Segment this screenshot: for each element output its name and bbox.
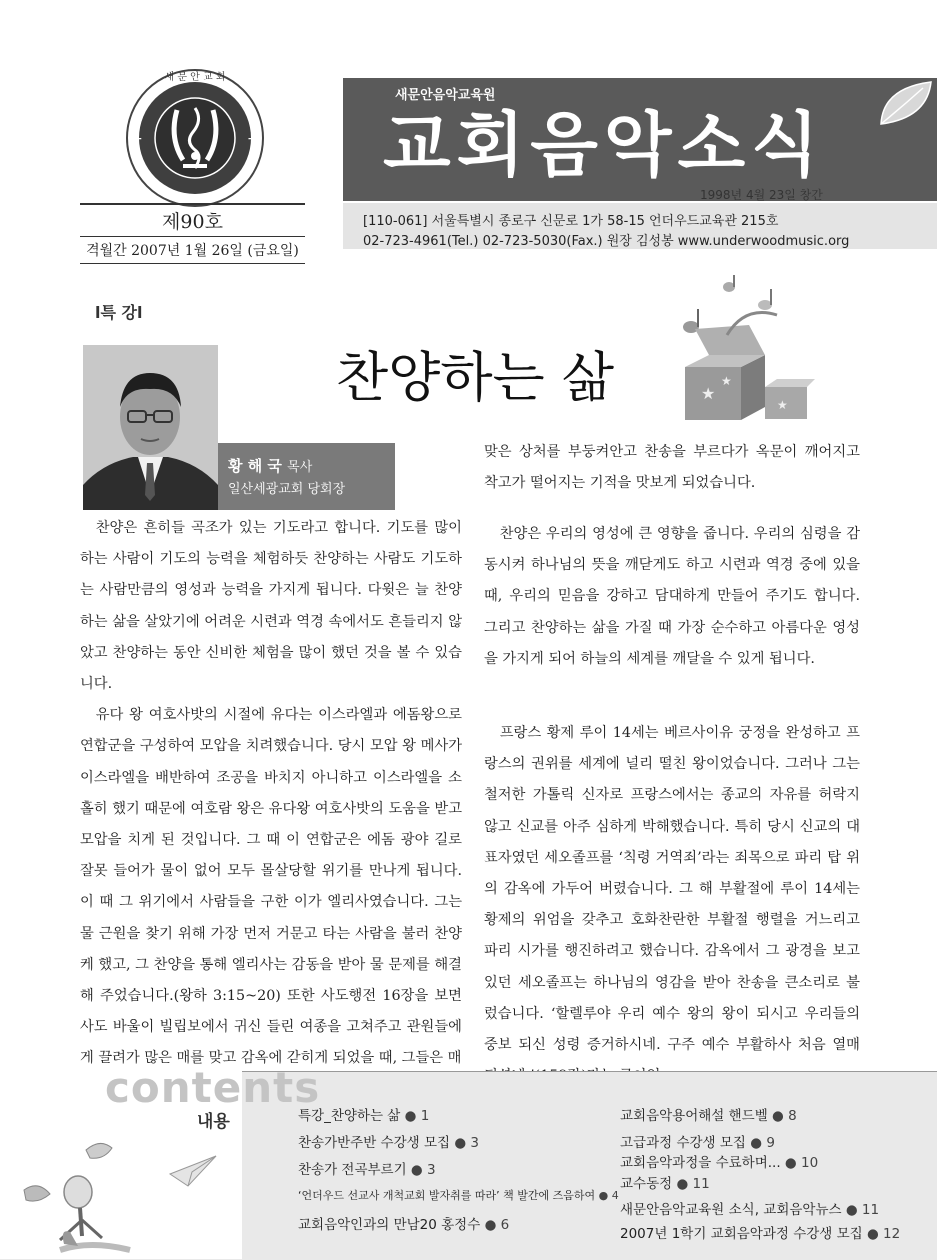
toc-item[interactable]: [620, 1131, 775, 1151]
article-right-continuation: [484, 437, 860, 499]
toc-page: ● 3: [410, 1162, 436, 1178]
toc-page: ● 6: [484, 1217, 510, 1233]
toc-page: ● 11: [845, 1202, 880, 1218]
toc-item[interactable]: [298, 1104, 429, 1124]
section-label: l특 강l: [95, 303, 143, 322]
speaker-box: [218, 443, 395, 510]
toc-page: ● 10: [784, 1155, 819, 1171]
mascot-icon: [20, 1120, 220, 1255]
leaf-icon: [873, 78, 937, 130]
toc-title: 교회음악인과의 만남20 홍정수: [298, 1217, 481, 1233]
article-left-column: [80, 513, 462, 1075]
toc-item[interactable]: [298, 1213, 509, 1233]
toc-title: 새문안음악교육원 소식, 교회음악뉴스: [620, 1202, 842, 1218]
toc-item[interactable]: [620, 1151, 818, 1171]
toc-title: 찬송가반주반 수강생 모집: [298, 1135, 451, 1151]
issue-box: [80, 203, 305, 264]
article-title: 찬양하는 삶: [336, 346, 614, 409]
speaker-photo: [83, 345, 218, 510]
toc-page: ● 1: [404, 1108, 430, 1124]
founded-date: 1998년 4월 23일 창간: [700, 188, 823, 202]
paragraph: 맞은 상처를 부둥켜안고 찬송을 부르다가 옥문이 깨어지고 착고가 떨어지는 기적을 맛보게 되었습니다.: [484, 444, 860, 492]
toc-item[interactable]: [620, 1172, 710, 1192]
toc-page: ● 4: [598, 1189, 619, 1202]
contents-heading: contents: [105, 1063, 321, 1112]
svg-text:+: +: [247, 131, 259, 147]
toc-item[interactable]: [620, 1222, 900, 1242]
person-photo-icon: [83, 345, 218, 510]
article-right-column: [484, 519, 860, 675]
toc-title: ‘언더우드 선교사 개척교회 발자취를 따라’ 책 발간에 즈음하여: [298, 1189, 596, 1202]
toc-title: 교수동정: [620, 1176, 673, 1192]
music-gift-box-icon: [665, 275, 815, 420]
address: [110-061] 서울특별시 종로구 신문로 1가 58-15 언더우드교육관 215호: [363, 214, 779, 229]
toc-item[interactable]: [298, 1158, 436, 1178]
org-name: 새문안음악교육원: [395, 88, 496, 103]
toc-page: ● 12: [866, 1226, 901, 1242]
article-right-column-2: [484, 718, 860, 1092]
speaker-name: 황 해 국: [228, 457, 282, 475]
contents-heading-ko: 내용: [197, 1112, 230, 1132]
toc-page: ● 8: [772, 1108, 797, 1124]
toc-page: ● 9: [750, 1135, 775, 1151]
masthead: [343, 78, 937, 201]
speaker-title: 목사: [287, 460, 313, 475]
toc-title: 2007년 1학기 교회음악과정 수강생 모집: [620, 1226, 863, 1242]
newsletter-title: 교회음악소식: [383, 104, 825, 186]
svg-text:★: ★: [721, 374, 732, 388]
toc-title: 고급과정 수강생 모집: [620, 1135, 746, 1151]
toc-page: ● 11: [676, 1176, 710, 1192]
svg-text:+: +: [131, 131, 143, 147]
paragraph: 찬양은 우리의 영성에 큰 영향을 줍니다. 우리의 심령을 감동시켜 하나님의 뜻을 깨닫게도 하고 시련과 역경 중에 있을 때, 우리의 믿음을 강하고 담대하게 만들어 주기도 합니다. 그리고 찬양하는 삶을 가질 때 가장 순수하고 아름다운 영성을 가지게 되어 하늘의 세계를 깨달을 수 있게 됩니다.: [484, 526, 860, 667]
paragraph: 프랑스 황제 루이 14세는 베르사이유 궁정을 완성하고 프랑스의 권위를 세계에 널리 떨친 왕이었습니다. 그러나 그는 철저한 가톨릭 신자로 프랑스에서는 종교의 자유를 허락지 않고 신교를 아주 심하게 박해했습니다. 특히 당시 신교의 대표자였던 세오졸프를 ‘칙령 거역죄’라는 죄목으로 파리 탑 위의 감옥에 가두어 버렸습니다. 그 해 부활절에 루이 14세는 황제의 위엄을 갖추고 호화찬란한 부활절 행렬을 거느리고 파리 시가를 행진하려고 했습니다. 감옥에서 그 광경을 보고 있던 세오졸프는 하나님의 영감을 받아 찬송을 큰소리로 불렀습니다. ‘할렐루야 우리 예수 왕의 왕이 되시고 우리들의 중보 되신 성령 증거하시네. 구주 예수 부활하사 처음 열매: [484, 725, 860, 1054]
toc-title: 특강_찬양하는 삶: [298, 1108, 401, 1124]
logo-text: 새 문 안 교 회: [164, 72, 226, 83]
issue-number: 제90호: [80, 203, 305, 237]
speaker-church: 일산세광교회 당회장: [228, 482, 346, 497]
toc-title: 교회음악용어해설 핸드벨: [620, 1108, 768, 1124]
toc-item[interactable]: [620, 1198, 879, 1218]
svg-text:★: ★: [777, 398, 788, 412]
paragraph: 찬양은 흔히들 곡조가 있는 기도라고 합니다. 기도를 많이 하는 사람이 기도의 능력을 체험하듯 찬양하는 사람도 기도하는 사람만큼의 영성과 능력을 가지게 됩니다. 다윗은 늘 찬양하는 삶을 살았기에 어려운 시련과 역경 속에서도 흔들리지 않았고 찬양하는 동안 신비한 체험을 많이 했던 것을 볼 수 있습니다.: [80, 520, 462, 693]
issue-date: 격월간 2007년 1월 26일 (금요일): [80, 237, 305, 264]
church-logo-icon: [125, 68, 265, 208]
toc-item[interactable]: [620, 1104, 797, 1124]
paragraph: 유다 왕 여호사밧의 시절에 유다는 이스라엘과 에돔왕으로 연합군을 구성하여 모압을 치려했습니다. 당시 모압 왕 메사가 이스라엘을 배반하여 조공을 바치지 아니하고 이스라엘을 소홀히 했기 때문에 여호람 왕은 유다왕 여호사밧의 도움을 받고 모압을 치게 된 것입니다. 그 때 이 연합군은 에돔 광야 길로 잘못 들어가 물이 없어 모두 몰살당할 위기를 만나게 됩니다. 이 때 그 위기에서 사람들을 구한 이가 엘리사였습니다. 그는 물 근원을 찾기 위해 가장 먼저 거문고 타는 사람을 불러 찬양케 했고, 그 찬양을 통해 엘리사는 감동을 받아 물 문제를 해결해 주었습니다.(왕하 3:15~20) 또한 사도행전 16장을 보면 사도 바울이 빌립보에서 귀신 들린 여종을 고쳐주고 관원들에게 끌려가 많은 매를 맞고 감옥에 갇히게 되었을 때, 그들은 매: [80, 707, 462, 1067]
toc-page: ● 3: [454, 1135, 480, 1151]
contact-info: 02-723-4961(Tel.) 02-723-5030(Fax.) 원장 김성봉 www.underwoodmusic.org: [363, 234, 850, 249]
toc-title: 찬송가 전곡부르기: [298, 1162, 407, 1178]
toc-title: 교회음악과정을 수료하며...: [620, 1155, 781, 1171]
address-bar: [343, 203, 937, 249]
svg-text:★: ★: [701, 384, 716, 403]
toc-item[interactable]: [298, 1131, 479, 1151]
toc-item[interactable]: [298, 1187, 619, 1203]
